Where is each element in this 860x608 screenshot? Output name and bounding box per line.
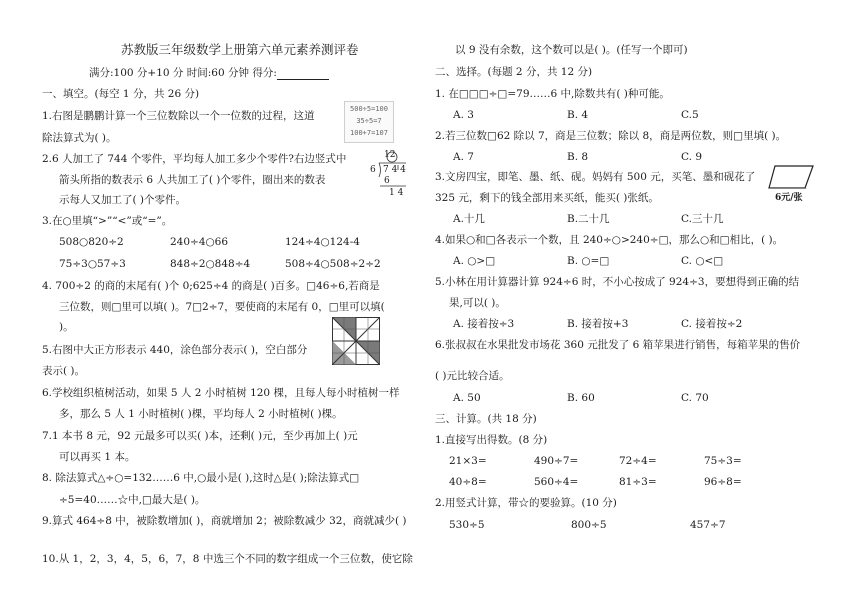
compare-item: 240÷4○66 [170,236,229,248]
q2-line-1: 2.6 人加工了 744 个零件，平均每人加工多少个零件?右边竖式中 [42,153,347,165]
calc-part-2-heading: 2.用竖式计算，带☆的要验算。(10 分) [435,497,617,509]
choice-q2: 2.若三位数□62 除以 7，商是三位数；除以 8，商是两位数，则□里填( )。 [435,130,787,142]
option-b[interactable]: B. 60 [567,392,595,404]
direct-calc-item: 96÷8= [704,476,742,488]
section-2-heading: 二、选择。(每题 2 分，共 12 分) [435,66,593,78]
q7-line-1: 7.1 本书 8 元，92 元最多可以买( )本，还剩( )元，至少再加上( )元 [42,430,358,442]
vertical-calc-item: 457÷7 [690,519,726,531]
option-b[interactable]: B. ○=□ [567,255,610,267]
score-line-text: 满分:100 分+10 分 时间:60 分钟 得分: [89,67,277,79]
q4-line-1: 4. 700÷2 的商的末尾有( )个 0;625÷4 的商是( )百多。□46÷6,若商是 [42,280,380,292]
choice-q3-line-1: 3.文房四宝，即笔、墨、纸、砚。妈妈有 500 元，买笔、墨和砚花了 [435,171,756,183]
q7-line-2: 可以再买 1 本。 [59,451,136,463]
q2-line-2: 箭头所指的数表示 6 人共加工了( )个零件，圈出来的数表 [59,174,326,186]
option-a[interactable]: A. 3 [453,109,474,121]
calc-process-figure [344,101,394,143]
option-a[interactable]: A. 接着按÷3 [453,318,515,330]
q2-line-3: 示每人又加工了( )个零件。 [59,194,187,206]
direct-calc-item: 40÷8= [449,476,487,488]
calc-step: 100+7=107 [350,129,388,137]
compare-item: 508○820÷2 [59,236,124,248]
dividend-digits: 7 4 4 [383,165,406,175]
score-blank[interactable] [277,68,329,80]
paper-price-figure [767,164,815,203]
q6-line-1: 6.学校组织植树活动，如果 5 人 2 小时植树 120 棵，且每人每小时植树一样 [42,387,400,399]
vertical-calc-item: 800÷5 [571,519,607,531]
compare-item: 75÷3○57÷3 [59,258,126,270]
choice-q3-line-2: 325 元，剩下的钱全部用来买纸，能买( )张纸。 [435,192,659,204]
q9-line: 9.算式 464÷8 中，被除数增加( )，商就增加 2；被除数减少 32，商就减少( ) [42,515,407,527]
calc-step: 500÷5=100 [350,105,388,113]
q5-line-2: 表示( )。 [42,365,86,377]
q10-line-2: 以 9 没有余数，这个数可以是( )。(任写一个即可) [455,44,688,56]
choice-q6-line-2: ( )元比较合适。 [435,370,510,382]
direct-calc-item: 72÷4= [619,455,657,467]
remainder-digits: 1 4 [389,188,404,198]
q4-line-2: 三位数，则□里可以填( )。7□2÷7，要使商的末尾有 0，□里可以填( [59,301,385,313]
option-c[interactable]: C.5 [681,109,699,121]
option-c[interactable]: C.三十几 [681,213,724,225]
choice-q1: 1. 在□□□÷□=79……6 中,除数共有( )种可能。 [435,88,670,100]
vertical-calc-item: 530÷5 [449,519,485,531]
option-a[interactable]: A.十几 [453,213,485,225]
quotient-digits: 12 [384,150,396,160]
option-c[interactable]: C. 70 [681,392,709,404]
q8-line-2: ÷5=40……☆中,□最大是( )。 [59,494,206,506]
direct-calc-item: 81÷3= [619,476,657,488]
compare-item: 848÷2○848÷4 [170,258,251,270]
option-b[interactable]: B. 8 [567,151,589,163]
choice-q5-line-2: 果,可以( )。 [449,297,506,309]
option-a[interactable]: A. ○>□ [453,255,496,267]
option-c[interactable]: C. 接着按÷2 [681,318,743,330]
direct-calc-item: 490÷7= [534,455,579,467]
section-1-heading: 一、填空。(每空 1 分，共 26 分) [42,88,200,100]
option-a[interactable]: A. 7 [453,151,474,163]
option-c[interactable]: C. ○<□ [681,255,724,267]
q6-line-2: 多，那么 5 人 1 小时植树( )棵，平均每人 2 小时植树( )棵。 [59,408,343,420]
section-3-heading: 三、计算。(共 18 分) [435,413,537,425]
direct-calc-item: 560÷4= [534,476,579,488]
option-a[interactable]: A. 50 [453,392,481,404]
shaded-square-figure [332,317,380,368]
compare-item: 508÷4○508÷2÷2 [285,258,381,270]
q5-line-1: 5.右图中大正方形表示 440，涂色部分表示( )，空白部分 [42,344,308,356]
q10-line-1: 10.从 1，2，3，4，5，6，7，8 中选三个不同的数字组成一个三位数，使它除 [42,553,413,565]
direct-calc-item: 75÷3= [704,455,742,467]
q4-line-3: )。 [59,321,74,333]
q1-line-1: 1.右图是鹏鹏计算一个三位数除以一个一位数的过程，这道 [42,110,315,122]
q1-line-2: 除法算式为( )。 [42,132,117,144]
subtract-digit: 6 [384,176,390,186]
calc-step: 35÷5=7 [356,117,382,125]
score-line [89,66,329,80]
paper-sheet-icon [767,164,815,190]
choice-q4: 4.如果○和□各表示一个数，且 240÷○>240÷□，那么○和□相比，( )。 [435,234,784,246]
choice-q6-line-1: 6.张叔叔在水果批发市场花 360 元批发了 6 箱苹果进行销售，每箱苹果的售价 [435,339,801,351]
option-b[interactable]: B. 4 [567,109,589,121]
compare-item: 124÷4○124-4 [285,236,360,248]
long-division-figure [368,150,408,200]
paper-price-label: 6元/张 [775,193,803,203]
page-title: 苏教版三年级数学上册第六单元素养测评卷 [121,42,359,57]
option-c[interactable]: C. 9 [681,151,703,163]
direct-calc-item: 21×3= [449,455,487,467]
q8-line-1: 8. 除法算式△÷○=132……6 中,○最小是( ),这时△是( );除法算式□ [42,472,360,484]
option-b[interactable]: B. 接着按+3 [567,318,629,330]
shaded-square-svg [332,317,380,365]
divisor-digit: 6 [370,165,376,175]
q3-line: 3.在○里填“>”“<”或“=”。 [42,215,173,227]
choice-q5-line-1: 5.小林在用计算器计算 924÷6 时，不小心按成了 924÷3，要想得到正确的结 [435,276,800,288]
calc-part-1-heading: 1.直接写出得数。(8 分) [435,434,548,446]
option-b[interactable]: B.二十几 [567,213,610,225]
